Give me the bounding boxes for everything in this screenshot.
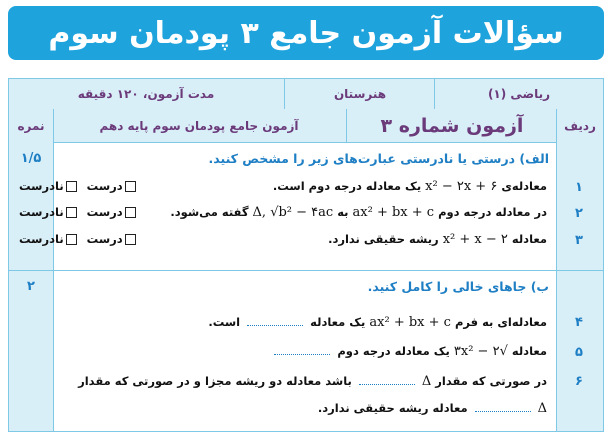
question-number: ۱ [575, 180, 583, 195]
question-number: ۶ [575, 374, 583, 389]
info-row [9, 79, 603, 110]
true-checkbox[interactable] [125, 234, 136, 245]
question-2: در معادله درجه دوم ax² + bx + c به Δ, √b² − ۴ac گفته می‌شود. [170, 205, 547, 220]
section-b-title: ب) جاهای خالی را کامل کنید. [367, 279, 549, 294]
row-label-header: ردیف [564, 118, 596, 133]
true-checkbox[interactable] [125, 207, 136, 218]
blank-field[interactable] [359, 384, 415, 385]
math-expression: ax² + bx + c [352, 205, 435, 220]
question-number: ۲ [575, 206, 583, 221]
school-type-cell: هنرستان [333, 87, 387, 101]
exam-number-title: آزمون شماره ۳ [380, 114, 524, 137]
exam-sheet [8, 78, 604, 432]
divider [284, 79, 285, 109]
question-5: معادله √۳x² − ۲ یک معادله درجه دوم [271, 344, 547, 359]
title-banner [8, 6, 604, 60]
question-4: معادله‌ای به فرم ax² + bx + c یک معادله است. [208, 315, 547, 330]
divider [556, 109, 557, 142]
blank-field[interactable] [475, 411, 531, 412]
subject-cell: ریاضی (۱) [487, 87, 551, 101]
true-false-options: درست نادرست [19, 179, 138, 193]
question-number: ۵ [575, 345, 583, 360]
section-b-score: ۲ [27, 279, 35, 294]
question-1: معادله‌ی x² − ۲x + ۶ یک معادله درجه دوم است. [272, 179, 547, 194]
true-false-options: درست نادرست [19, 205, 138, 219]
section-divider [9, 270, 603, 271]
false-checkbox[interactable] [66, 207, 77, 218]
blank-field[interactable] [274, 354, 330, 355]
math-expression: x² + x − ۲ [442, 232, 508, 247]
score-header: نمره [17, 118, 45, 133]
delta-symbol: Δ [537, 401, 547, 416]
math-expression: √۳x² − ۲ [453, 344, 508, 359]
divider [556, 142, 557, 431]
divider [346, 109, 347, 142]
blank-field[interactable] [247, 325, 303, 326]
divider [53, 109, 54, 142]
question-6-line-1: در صورتی که مقدار Δ باشد معادله دو ریشه مجزا و در صورتی که مقدار [78, 374, 547, 389]
header-row [9, 109, 603, 143]
duration-cell: مدت آزمون، ۱۲۰ دقیقه [77, 87, 215, 101]
question-6-line-2: Δ معادله ریشه حقیقی ندارد. [317, 401, 547, 416]
true-checkbox[interactable] [125, 181, 136, 192]
question-3: معادله x² + x − ۲ ریشه حقیقی ندارد. [328, 232, 547, 247]
exam-description: آزمون جامع پودمان سوم پایه دهم [99, 118, 299, 133]
delta-symbol: Δ [421, 374, 432, 389]
math-expression: ax² + bx + c [369, 315, 451, 330]
divider [434, 79, 435, 109]
section-a-title: الف) درستی یا نادرستی عبارت‌های زیر را مشخص کنید. [208, 151, 549, 166]
false-checkbox[interactable] [66, 234, 77, 245]
false-checkbox[interactable] [66, 181, 77, 192]
question-number: ۳ [575, 233, 583, 248]
question-number: ۴ [575, 315, 583, 330]
exam-main-title: سؤالات آزمون جامع ۳ پودمان سوم [48, 15, 564, 51]
math-expression: x² − ۲x + ۶ [425, 179, 498, 194]
true-false-options: درست نادرست [19, 232, 138, 246]
math-expression: Δ, √b² − ۴ac [252, 205, 334, 220]
section-a-score: ۱/۵ [20, 151, 42, 166]
